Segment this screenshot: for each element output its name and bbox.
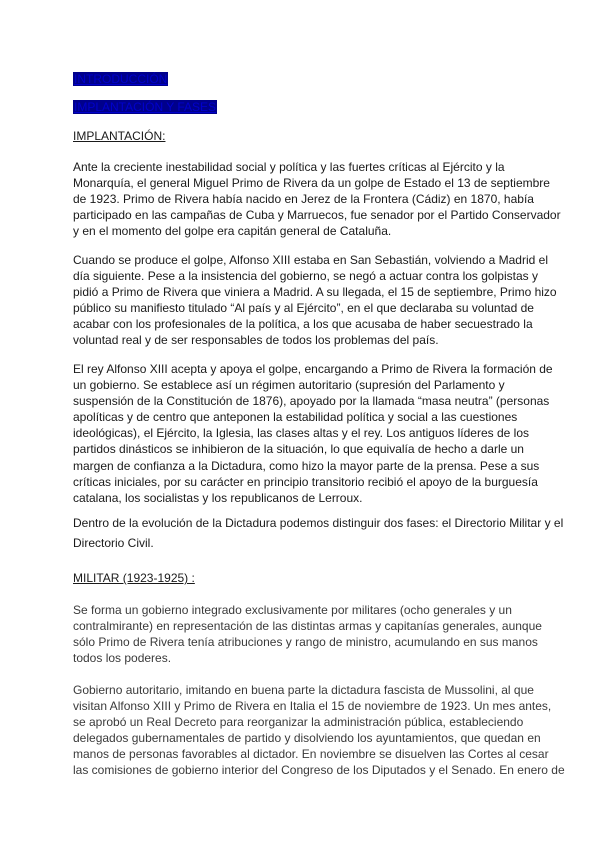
paragraph-line: sólo Primo de Rivera tenía atribuciones y rango de ministro, acumulando en sus manos (73, 635, 538, 650)
paragraph-line: las comisiones de gobierno interior del Congreso de los Diputados y el Senado. En enero de (73, 763, 565, 778)
link-implantacion-y-fases[interactable]: IMPLANTACIÓN Y FASES (74, 100, 217, 114)
paragraph-6 (73, 682, 565, 779)
paragraph-line: críticas iniciales, por su carácter en principio transitorio recibió el apoyo de la burguesía (73, 474, 538, 489)
paragraph-line: manos de personas favorables al dictador. En noviembre se disuelven las Cortes al cesar (73, 747, 549, 762)
paragraph-line: Monarquía, el general Miguel Primo de Rivera da un golpe de Estado el 13 de septiembre (73, 176, 550, 191)
link-introduccion[interactable]: INTRODUCCIÓN (74, 72, 168, 86)
paragraph-line: y en el momento del golpe era capitán general de Cataluña. (73, 224, 392, 239)
paragraph-3 (73, 361, 553, 506)
paragraph-line: participado en las campañas de Cuba y Marruecos, fue senador por el Partido Conservador (73, 208, 561, 223)
paragraph-line: público su manifiesto titulado “Al país y al Ejército”, en el que declaraba su voluntad de (73, 301, 534, 316)
paragraph-line: de 1923. Primo de Rivera había nacido en Jerez de la Frontera (Cádiz) en 1870, había (73, 192, 534, 207)
paragraph-line: suspensión de la Constitución de 1876), apoyado por la llamada “masa neutra” (personas (73, 394, 550, 409)
paragraph-line: día siguiente. Pese a la insistencia del gobierno, se negó a actuar contra los golpistas y (73, 269, 538, 284)
paragraph-line: El rey Alfonso XIII acepta y apoya el golpe, encargando a Primo de Rivera la formación de (73, 362, 553, 376)
paragraph-line: Dentro de la evolución de la Dictadura podemos distinguir dos fases: el Directorio Militar y el (73, 516, 564, 530)
paragraph-line: Ante la creciente inestabilidad social y política y las fuertes críticas al Ejército y la (73, 160, 505, 174)
heading-implantacion: IMPLANTACIÓN: (73, 129, 166, 143)
paragraph-line: margen de confianza a la Dictadura, como hizo la mayor parte de la prensa. Pese a sus (73, 458, 540, 473)
paragraph-line: apolíticas y de centro que anteponen la estabilidad política y social a las cuestiones (73, 410, 518, 425)
paragraph-line: acabar con los profesionales de la política, a los que acusaba de haber secuestrado la (73, 317, 533, 332)
paragraph-line: catalana, los socialistas y los republicanos de Lerroux. (73, 490, 363, 505)
paragraph-line: un gobierno. Se establece así un régimen autoritario (supresión del Parlamento y (73, 378, 505, 393)
paragraph-4 (73, 515, 564, 551)
paragraph-line: se aprobó un Real Decreto para reorganizar la administración pública, estableciendo (73, 715, 524, 730)
heading-militar: MILITAR (1923-1925) : (73, 571, 195, 585)
paragraph-line: pidió a Primo de Rivera que viniera a Madrid. A su llegada, el 15 de septiembre, Primo hizo (73, 285, 557, 300)
paragraph-line: todos los poderes. (73, 651, 172, 666)
paragraph-line: contralmirante) en representación de las distintas armas y capitanías generales, aunque (73, 619, 542, 634)
paragraph-line: Se forma un gobierno integrado exclusivamente por militares (ocho generales y un (73, 603, 512, 617)
paragraph-5 (73, 602, 542, 666)
paragraph-line: Directorio Civil. (73, 536, 154, 551)
paragraph-line: Gobierno autoritario, imitando en buena parte la dictadura fascista de Mussolini, al que (73, 683, 534, 697)
paragraph-line: ideológicas), el Ejército, la Iglesia, las clases altas y el rey. Los antiguos líderes de los (73, 426, 530, 441)
paragraph-line: partidos dinásticos se inhibieron de la situación, lo que equivalía de hecho a darle un (73, 442, 524, 457)
paragraph-line: delegados gubernamentales de partido y disolviendo los ayuntamientos, que quedan en (73, 731, 541, 746)
paragraph-line: Cuando se produce el golpe, Alfonso XIII estaba en San Sebastián, volviendo a Madrid el (73, 253, 548, 267)
paragraph-line: voluntad real y de ser responsables de todos los problemas del país. (73, 333, 439, 348)
paragraph-1 (73, 159, 561, 239)
paragraph-2 (73, 252, 557, 349)
paragraph-line: visitan Alfonso XIII y Primo de Rivera en Italia el 15 de noviembre de 1923. Un mes antes, (73, 699, 552, 714)
